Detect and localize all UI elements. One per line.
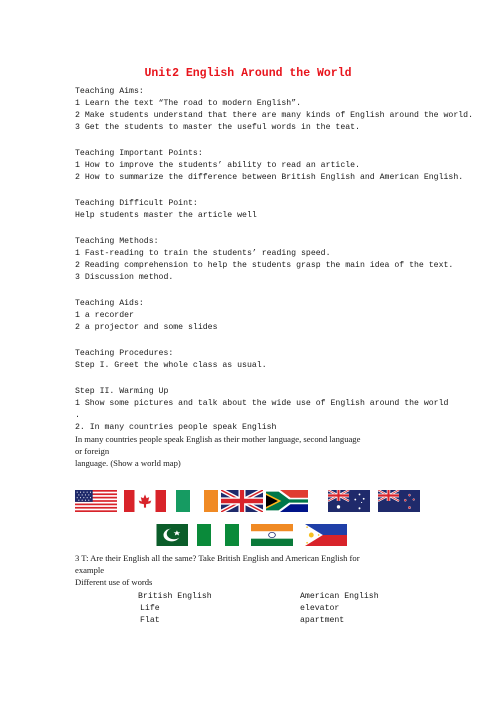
methods-item-1: 1 Fast-reading to train the students’ reading speed.	[75, 249, 331, 258]
india-flag-icon	[251, 524, 293, 546]
methods-heading: Teaching Methods:	[75, 237, 159, 246]
pakistan-flag-icon	[146, 524, 188, 546]
new-zealand-flag-icon	[378, 490, 420, 512]
uk-flag-icon	[221, 490, 263, 512]
canada-flag-icon	[124, 490, 166, 512]
col-british-english: British English	[138, 592, 212, 601]
aids-heading: Teaching Aids:	[75, 299, 144, 308]
procedures-heading: Teaching Procedures:	[75, 349, 174, 358]
british-word-1: Life	[140, 604, 160, 613]
col-american-english: American English	[300, 592, 379, 601]
aims-item-2: 2 Make students understand that there are many kinds of English around the world.	[75, 111, 473, 120]
different-use-of-words: Different use of words	[75, 577, 153, 587]
important-item-1: 1 How to improve the students’ ability to read an article.	[75, 161, 360, 170]
important-item-2: 2 How to summarize the difference between British English and American English.	[75, 173, 464, 182]
methods-item-3: 3 Discussion method.	[75, 273, 174, 282]
warmup-item-2-line-3: language. (Show a world map)	[75, 458, 181, 468]
question-3-line-2: example	[75, 565, 105, 575]
aims-item-1: 1 Learn the text “The road to modern English”.	[75, 99, 302, 108]
aims-heading: Teaching Aims:	[75, 87, 144, 96]
nigeria-flag-icon	[197, 524, 239, 546]
question-3-line-1: 3 T: Are their English all the same? Take British English and American English for	[75, 553, 360, 563]
important-heading: Teaching Important Points:	[75, 149, 203, 158]
methods-item-2: 2 Reading comprehension to help the students grasp the main idea of the text.	[75, 261, 454, 270]
warmup-item-2-line-1: In many countries people speak English as their mother language, second language	[75, 434, 361, 444]
aids-item-2: 2 a projector and some slides	[75, 323, 218, 332]
aids-item-1: 1 a recorder	[75, 311, 134, 320]
aims-item-3: 3 Get the students to master the useful words in the teat.	[75, 123, 360, 132]
difficult-item-1: Help students master the article well	[75, 211, 257, 220]
step-1: Step I. Greet the whole class as usual.	[75, 361, 267, 370]
warmup-item-2: 2. In many countries people speak English	[75, 423, 277, 432]
british-word-2: Flat	[140, 616, 160, 625]
warmup-item-1-dot: .	[75, 411, 80, 420]
philippines-flag-icon	[305, 524, 347, 546]
page-title: Unit2 English Around the World	[144, 67, 352, 80]
warmup-item-1: 1 Show some pictures and talk about the wide use of English around the world	[75, 399, 449, 408]
american-word-2: apartment	[300, 616, 345, 625]
difficult-heading: Teaching Difficult Point:	[75, 199, 198, 208]
usa-flag-icon	[75, 490, 117, 512]
warmup-item-2-line-2: or foreign	[75, 446, 110, 456]
south-africa-flag-icon	[266, 490, 308, 512]
step-2: Step II. Warming Up	[75, 387, 169, 396]
ireland-flag-icon	[176, 490, 218, 512]
australia-flag-icon	[328, 490, 370, 512]
american-word-1: elevator	[300, 604, 340, 613]
